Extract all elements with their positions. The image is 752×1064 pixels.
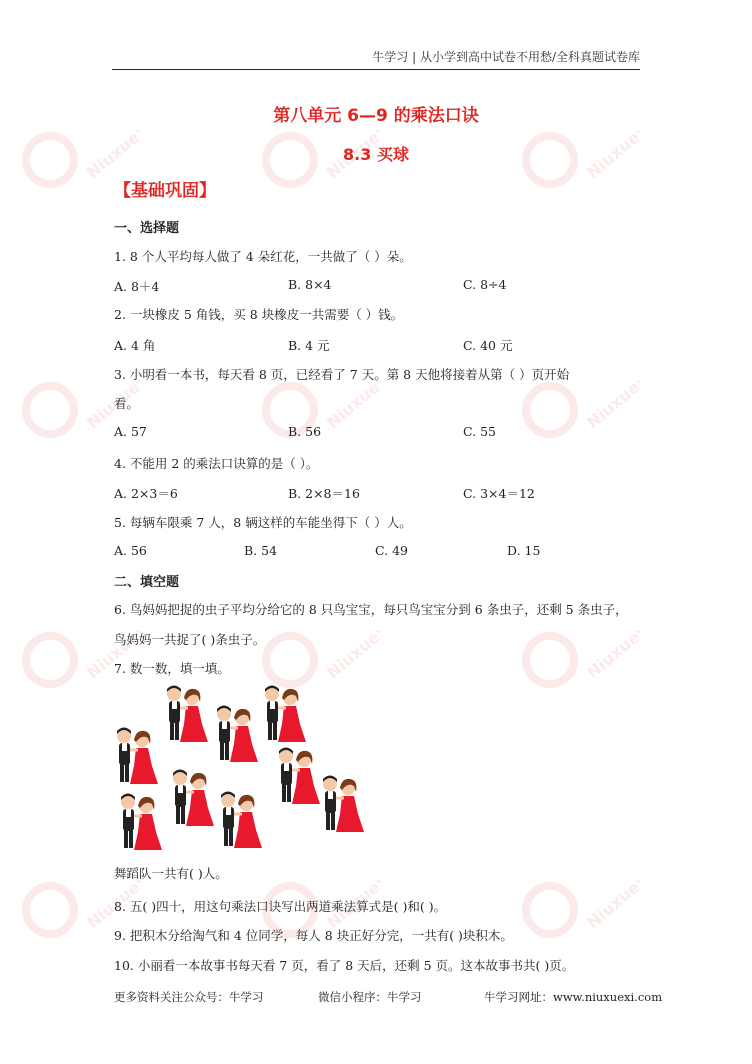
dancing-couple	[212, 790, 266, 852]
dancing-couples-illustration	[108, 682, 368, 842]
watermark-logo	[520, 600, 640, 720]
svg-text:Niuxuexi.com: Niuxuexi.com	[82, 350, 140, 433]
svg-text:Niuxuexi.com: Niuxuexi.com	[322, 850, 380, 933]
dancing-couple	[314, 774, 368, 836]
header-divider	[112, 69, 640, 70]
q3-option-b: B. 56	[288, 424, 322, 439]
section-choice-heading: 一、选择题	[114, 221, 180, 236]
dancing-couple	[164, 768, 218, 830]
svg-text:Niuxuexi.com: Niuxuexi.com	[82, 100, 140, 183]
question-9: 9. 把积木分给淘气和 4 位同学，每人 8 块正好分完，一共有( )块积木。	[114, 928, 513, 943]
q4-option-b: B. 2×8＝16	[288, 486, 360, 501]
dancing-couple	[108, 726, 162, 788]
question-8: 8. 五( )四十，用这句乘法口诀写出两道乘法算式是( )和( )。	[114, 899, 447, 914]
q1-option-a: A. 8＋4	[114, 279, 160, 294]
section-fill-heading: 二、填空题	[114, 575, 180, 590]
question-7: 7. 数一数，填一填。	[114, 661, 230, 676]
page-subtitle: 8.3 买球	[343, 145, 409, 164]
question-5: 5. 每辆车限乘 7 人，8 辆这样的车能坐得下（ ）人。	[114, 515, 412, 530]
svg-text:Niuxuexi.com: Niuxuexi.com	[322, 600, 380, 683]
question-6: 6. 鸟妈妈把捉的虫子平均分给它的 8 只鸟宝宝，每只鸟宝宝分到 6 条虫子，还剩 5 条虫子，	[114, 602, 628, 617]
q5-option-d: D. 15	[507, 543, 541, 558]
dancing-couple	[158, 684, 212, 746]
page-header: 牛学习 | 从小学到高中试卷不用愁/全科真题试卷库	[372, 50, 640, 64]
question-2: 2. 一块橡皮 5 角钱，买 8 块橡皮一共需要（ ）钱。	[114, 307, 404, 322]
question-10: 10. 小丽看一本故事书每天看 7 页，看了 8 天后，还剩 5 页。这本故事书共( )页。	[114, 958, 575, 973]
svg-text:Niuxuexi.com: Niuxuexi.com	[82, 850, 140, 933]
watermark-logo	[520, 850, 640, 970]
q5-option-c: C. 49	[375, 543, 408, 558]
svg-text:Niuxuexi.com: Niuxuexi.com	[582, 350, 640, 433]
dancing-couple	[256, 684, 310, 746]
footer-left: 更多资料关注公众号：牛学习	[114, 990, 264, 1004]
page-title: 第八单元 6—9 的乘法口诀	[273, 106, 479, 126]
q3-option-a: A. 57	[114, 424, 147, 439]
svg-text:Niuxuexi.com: Niuxuexi.com	[82, 600, 140, 683]
svg-text:Niuxuexi.com: Niuxuexi.com	[322, 350, 380, 433]
question-3: 3. 小明看一本书，每天看 8 页，已经看了 7 天。第 8 天他将接着从第（ ）页开始	[114, 367, 570, 382]
q4-option-c: C. 3×4＝12	[463, 486, 535, 501]
svg-text:Niuxuexi.com: Niuxuexi.com	[582, 850, 640, 933]
q5-option-a: A. 56	[114, 543, 147, 558]
svg-text:Niuxuexi.com: Niuxuexi.com	[582, 100, 640, 183]
question-1: 1. 8 个人平均每人做了 4 朵红花，一共做了（ ）朵。	[114, 249, 412, 264]
q4-option-a: A. 2×3＝6	[114, 486, 178, 501]
svg-text:Niuxuexi.com: Niuxuexi.com	[582, 600, 640, 683]
footer-right: 牛学习网址：www.niuxuexi.com	[484, 990, 663, 1004]
dancing-couple	[112, 792, 166, 854]
question-7-answer: 舞蹈队一共有( )人。	[114, 866, 228, 881]
q2-option-a: A. 4 角	[114, 338, 156, 353]
q1-option-c: C. 8÷4	[463, 277, 507, 292]
q5-option-b: B. 54	[244, 543, 278, 558]
question-6-cont: 鸟妈妈一共捉了( )条虫子。	[114, 632, 266, 647]
dancing-couple	[208, 704, 262, 766]
section-basic-heading: 【基础巩固】	[114, 181, 216, 201]
q2-option-b: B. 4 元	[288, 338, 330, 353]
svg-text:Niuxuexi.com: Niuxuexi.com	[322, 100, 380, 183]
footer-middle: 微信小程序：牛学习	[318, 990, 422, 1004]
q2-option-c: C. 40 元	[463, 338, 513, 353]
question-3-cont: 看。	[114, 396, 140, 411]
q1-option-b: B. 8×4	[288, 277, 332, 292]
q3-option-c: C. 55	[463, 424, 496, 439]
question-4: 4. 不能用 2 的乘法口诀算的是（ ）。	[114, 456, 319, 471]
